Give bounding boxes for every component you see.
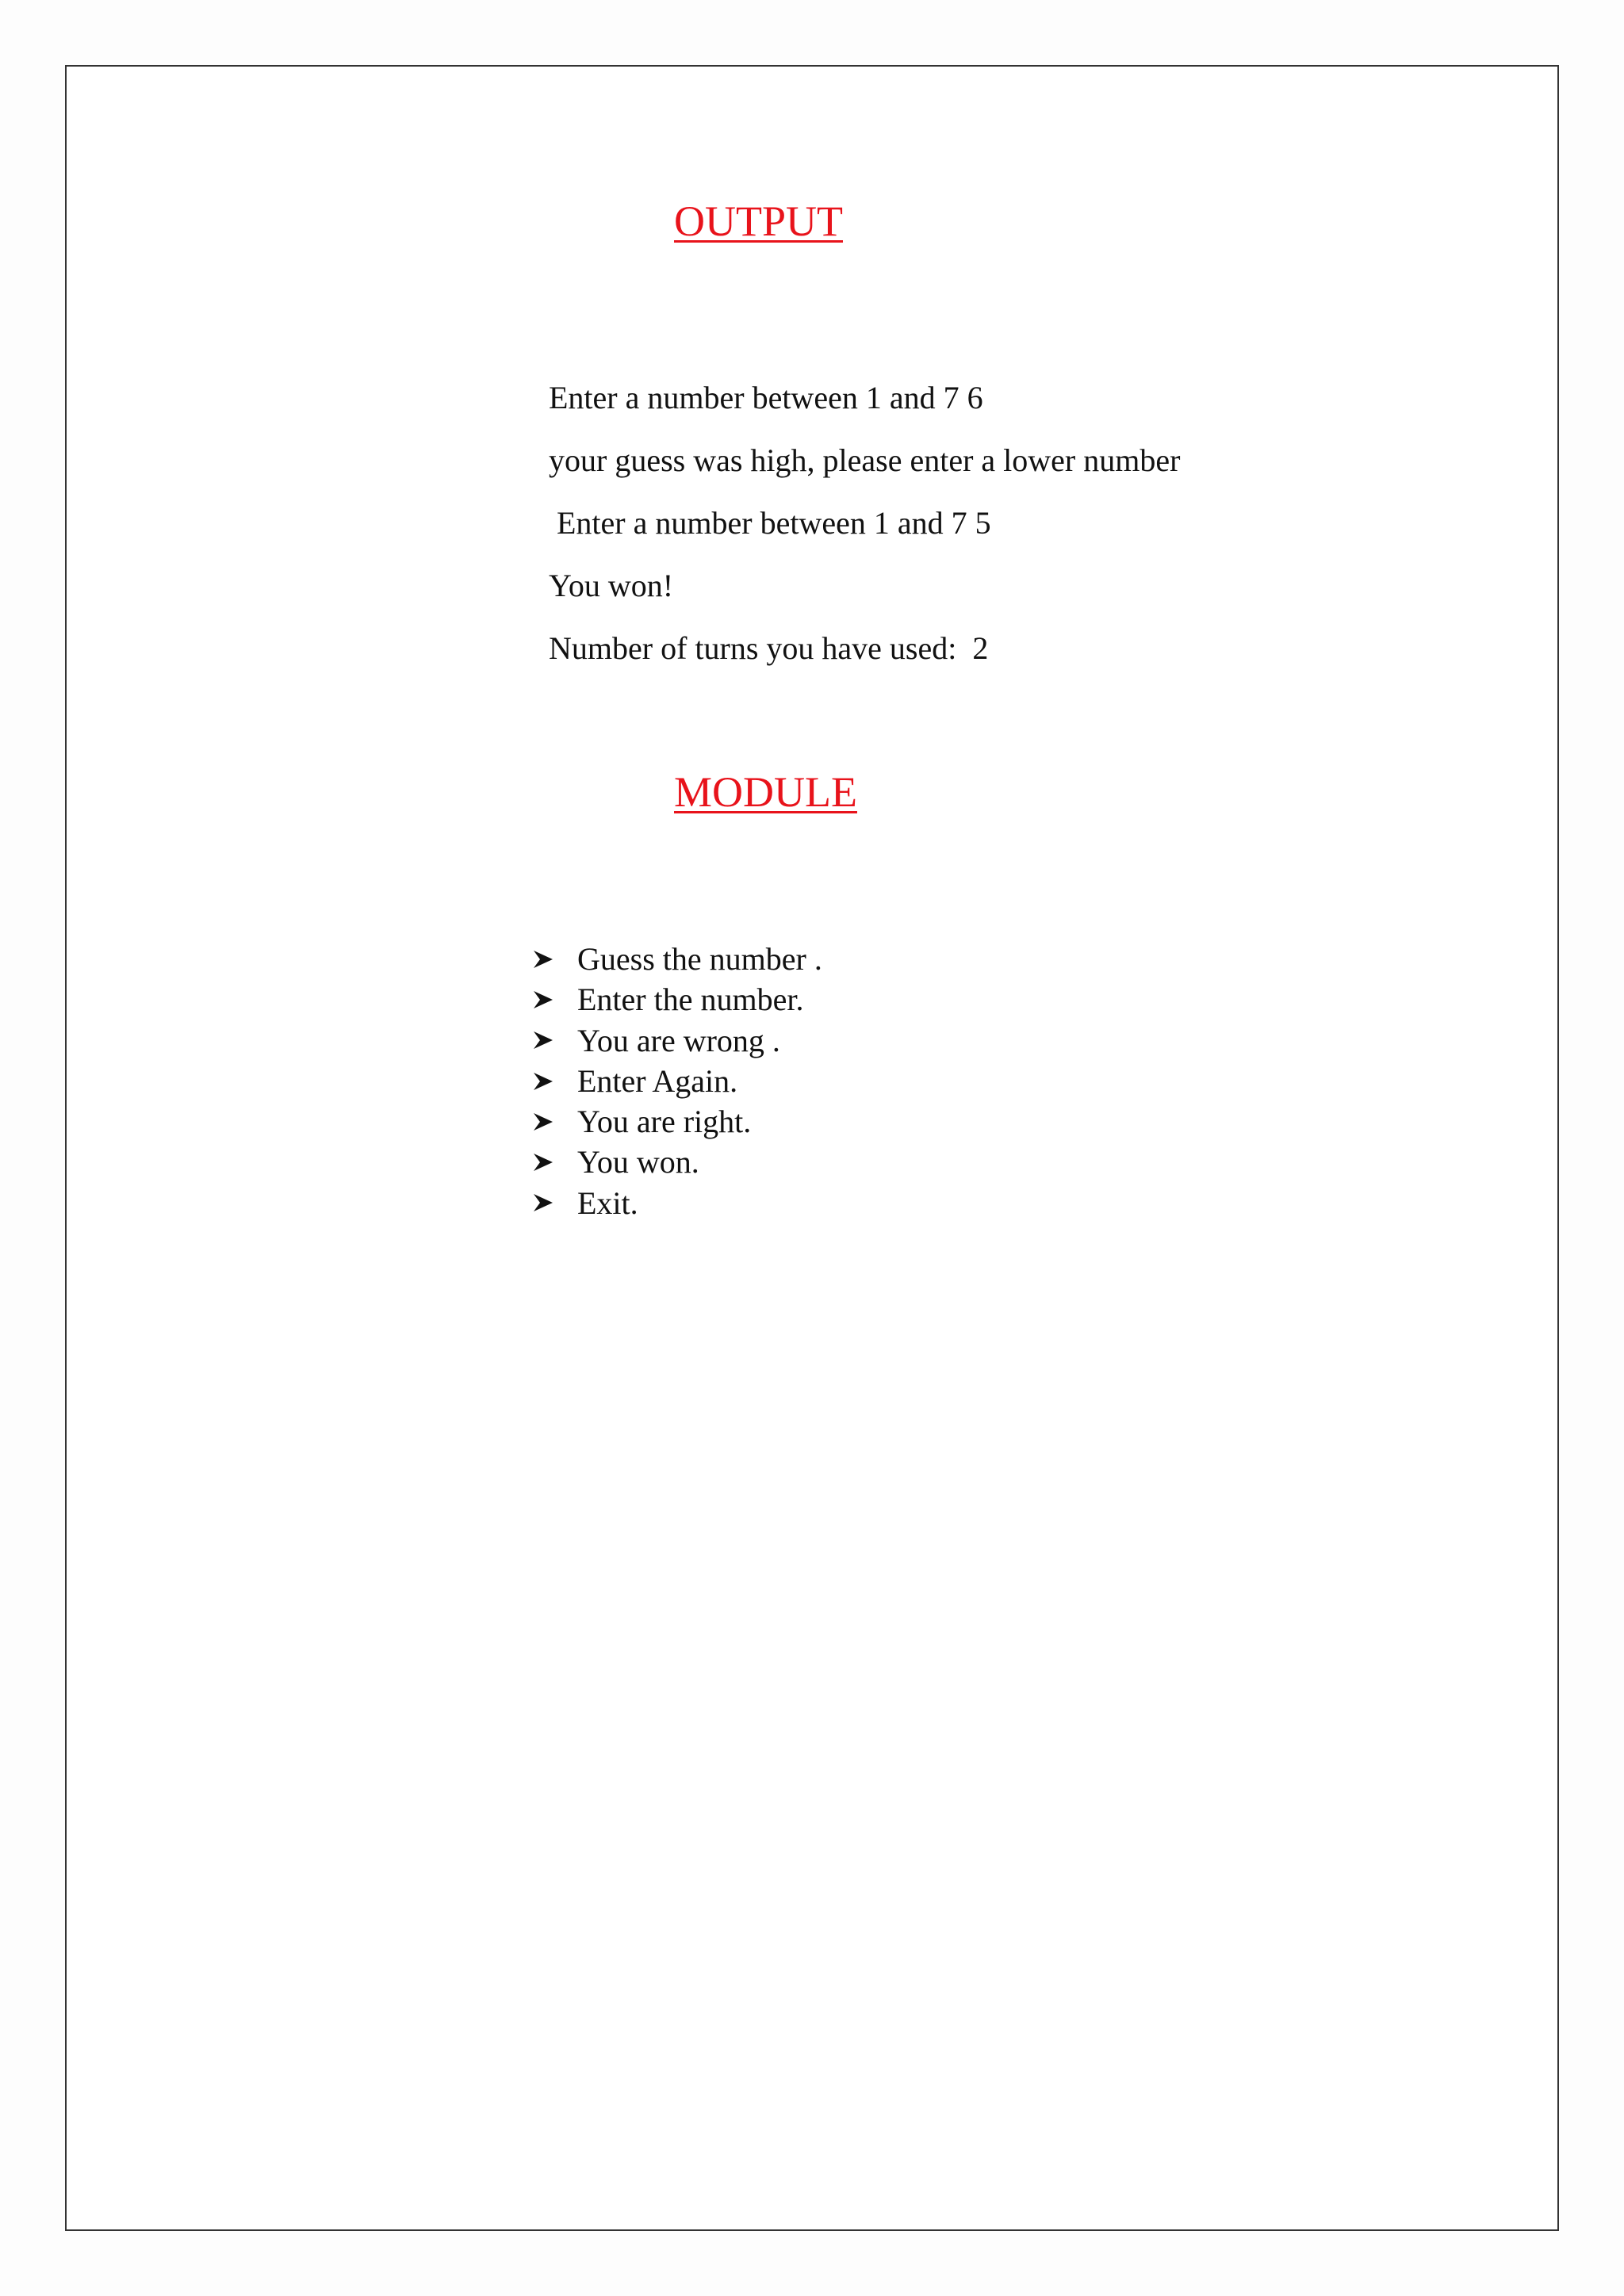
list-item-label: Guess the number . [577,941,822,977]
arrowhead-bullet-icon [533,1112,553,1132]
output-line: You won! [549,568,674,603]
list-item-label: You won. [577,1144,699,1181]
list-item [533,1020,822,1061]
list-item-label: You are wrong . [577,1022,780,1058]
list-item [533,939,822,979]
module-heading: MODULE [674,768,857,816]
output-line: Enter a number between 1 and 7 6 [549,380,983,415]
list-item [533,1061,822,1101]
list-item [533,1183,822,1223]
output-line: Enter a number between 1 and 7 5 [549,505,991,541]
arrowhead-bullet-icon [533,1152,553,1173]
list-item-label: You are right. [577,1104,752,1140]
arrowhead-bullet-icon [533,1071,553,1092]
output-line: Number of turns you have used: 2 [549,630,989,666]
module-list [533,939,822,1223]
arrowhead-bullet-icon [533,1030,553,1050]
list-item-label: Enter Again. [577,1062,738,1099]
list-item-label: Enter the number. [577,982,804,1018]
list-item [533,1142,822,1182]
output-heading: OUTPUT [674,197,843,245]
arrowhead-bullet-icon [533,949,553,970]
output-lines [549,366,1180,679]
output-line: your guess was high, please enter a lower number [549,442,1181,478]
arrowhead-bullet-icon [533,1192,553,1213]
list-item-label: Exit. [577,1184,638,1221]
arrowhead-bullet-icon [533,989,553,1010]
list-item [533,1101,822,1142]
list-item [533,979,822,1020]
